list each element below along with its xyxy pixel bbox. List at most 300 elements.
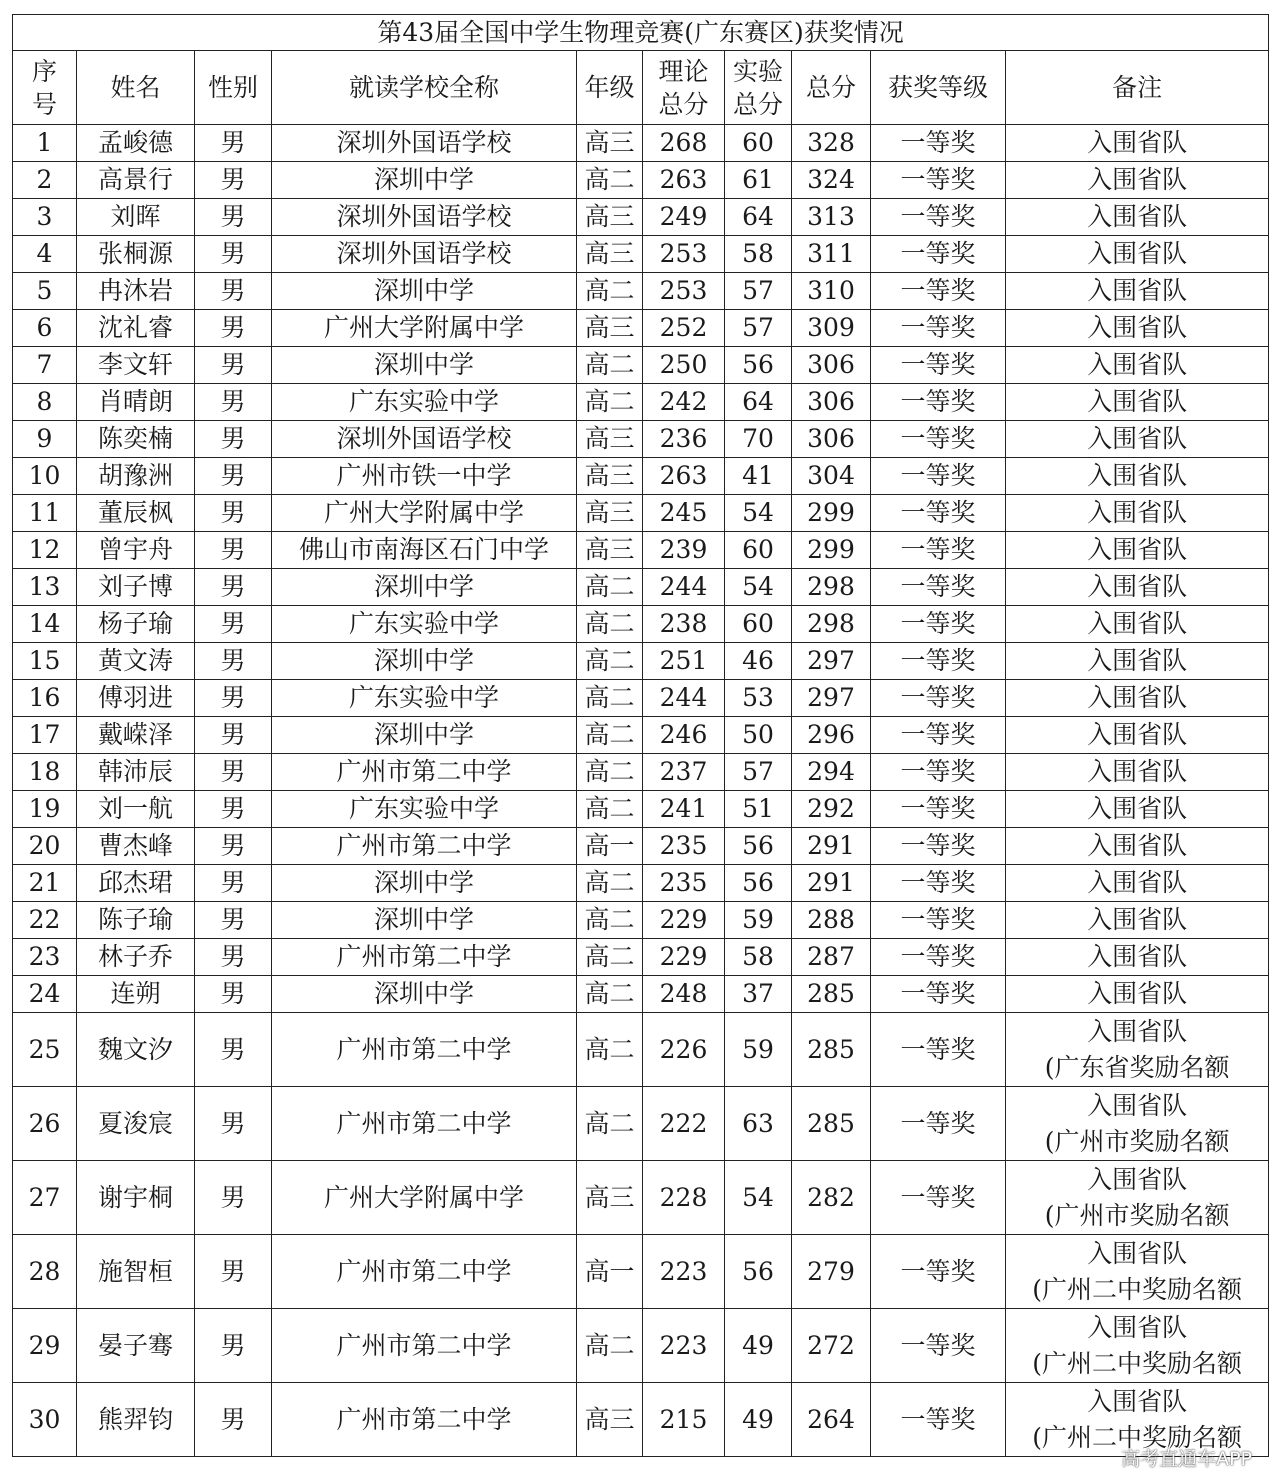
cell-theory-score: 252 xyxy=(643,310,725,347)
cell-school: 深圳中学 xyxy=(272,976,577,1013)
table-row xyxy=(13,1235,1269,1309)
cell-award-level: 一等奖 xyxy=(871,532,1006,569)
table-row xyxy=(13,236,1269,273)
cell-gender: 男 xyxy=(195,976,272,1013)
cell-school: 广州市铁一中学 xyxy=(272,458,577,495)
cell-total-score: 310 xyxy=(792,273,871,310)
cell-award-level: 一等奖 xyxy=(871,273,1006,310)
table-row xyxy=(13,532,1269,569)
cell-gender: 男 xyxy=(195,1383,272,1457)
table-row xyxy=(13,384,1269,421)
cell-total-score: 291 xyxy=(792,828,871,865)
cell-award-level: 一等奖 xyxy=(871,495,1006,532)
table-row xyxy=(13,162,1269,199)
cell-remark xyxy=(1006,458,1269,495)
cell-index: 4 xyxy=(13,236,77,273)
cell-grade: 高三 xyxy=(577,421,643,458)
cell-name: 张桐源 xyxy=(77,236,195,273)
cell-award-level: 一等奖 xyxy=(871,1383,1006,1457)
cell-theory-score: 236 xyxy=(643,421,725,458)
cell-name: 陈子瑜 xyxy=(77,902,195,939)
cell-school: 深圳外国语学校 xyxy=(272,125,577,162)
cell-gender: 男 xyxy=(195,458,272,495)
table-row xyxy=(13,717,1269,754)
cell-name: 施智桓 xyxy=(77,1235,195,1309)
header-gender: 性别 xyxy=(195,51,272,125)
cell-total-score: 272 xyxy=(792,1309,871,1383)
cell-theory-score: 222 xyxy=(643,1087,725,1161)
header-name: 姓名 xyxy=(77,51,195,125)
cell-school: 佛山市南海区石门中学 xyxy=(272,532,577,569)
cell-experiment-score: 54 xyxy=(725,569,792,606)
remark-text: 入围省队 xyxy=(1087,1090,1188,1120)
cell-index: 6 xyxy=(13,310,77,347)
table-row xyxy=(13,643,1269,680)
cell-index: 12 xyxy=(13,532,77,569)
cell-grade: 高二 xyxy=(577,902,643,939)
cell-index: 30 xyxy=(13,1383,77,1457)
cell-theory-score: 223 xyxy=(643,1309,725,1383)
cell-index: 21 xyxy=(13,865,77,902)
cell-name: 戴嵘泽 xyxy=(77,717,195,754)
cell-theory-score: 244 xyxy=(643,569,725,606)
cell-theory-score: 237 xyxy=(643,754,725,791)
cell-total-score: 299 xyxy=(792,495,871,532)
cell-index: 22 xyxy=(13,902,77,939)
cell-gender: 男 xyxy=(195,384,272,421)
cell-experiment-score: 57 xyxy=(725,310,792,347)
cell-theory-score: 235 xyxy=(643,828,725,865)
cell-school: 深圳中学 xyxy=(272,902,577,939)
cell-theory-score: 253 xyxy=(643,273,725,310)
cell-total-score: 285 xyxy=(792,976,871,1013)
cell-remark xyxy=(1006,495,1269,532)
cell-name: 韩沛辰 xyxy=(77,754,195,791)
table-row xyxy=(13,421,1269,458)
cell-grade: 高三 xyxy=(577,1383,643,1457)
cell-total-score: 264 xyxy=(792,1383,871,1457)
remark-text: 入围省队 xyxy=(1087,794,1188,823)
cell-gender: 男 xyxy=(195,865,272,902)
cell-theory-score: 263 xyxy=(643,458,725,495)
cell-total-score: 285 xyxy=(792,1013,871,1087)
cell-school: 广州大学附属中学 xyxy=(272,1161,577,1235)
cell-remark xyxy=(1006,384,1269,421)
cell-index: 20 xyxy=(13,828,77,865)
remark-text: 入围省队 xyxy=(1087,202,1188,231)
remark-text: 入围省队 xyxy=(1087,757,1188,786)
cell-school: 深圳中学 xyxy=(272,643,577,680)
cell-remark xyxy=(1006,976,1269,1013)
table-row xyxy=(13,273,1269,310)
cell-name: 陈奕楠 xyxy=(77,421,195,458)
cell-experiment-score: 46 xyxy=(725,643,792,680)
cell-award-level: 一等奖 xyxy=(871,347,1006,384)
remark-text: 入围省队 xyxy=(1087,831,1188,860)
cell-award-level: 一等奖 xyxy=(871,902,1006,939)
cell-grade: 高二 xyxy=(577,865,643,902)
remark-text: 入围省队 xyxy=(1087,424,1188,453)
cell-experiment-score: 58 xyxy=(725,236,792,273)
cell-name: 黄文涛 xyxy=(77,643,195,680)
cell-name: 董辰枫 xyxy=(77,495,195,532)
cell-remark xyxy=(1006,939,1269,976)
cell-theory-score: 239 xyxy=(643,532,725,569)
cell-theory-score: 238 xyxy=(643,606,725,643)
cell-remark xyxy=(1006,828,1269,865)
cell-experiment-score: 64 xyxy=(725,199,792,236)
cell-name: 刘晖 xyxy=(77,199,195,236)
header-remark: 备注 xyxy=(1006,51,1269,125)
cell-remark xyxy=(1006,125,1269,162)
cell-grade: 高二 xyxy=(577,643,643,680)
cell-experiment-score: 57 xyxy=(725,754,792,791)
cell-grade: 高三 xyxy=(577,532,643,569)
remark-text: 入围省队 xyxy=(1087,313,1188,342)
remark-text: 入围省队 xyxy=(1087,868,1188,897)
remark-text: 入围省队 xyxy=(1087,646,1188,675)
cell-total-score: 324 xyxy=(792,162,871,199)
cell-school: 广东实验中学 xyxy=(272,384,577,421)
cell-total-score: 298 xyxy=(792,569,871,606)
cell-award-level: 一等奖 xyxy=(871,828,1006,865)
watermark-text: 高考直通车APP xyxy=(1121,1448,1252,1470)
cell-grade: 高二 xyxy=(577,273,643,310)
cell-grade: 高二 xyxy=(577,384,643,421)
cell-remark xyxy=(1006,754,1269,791)
cell-gender: 男 xyxy=(195,717,272,754)
cell-index: 26 xyxy=(13,1087,77,1161)
cell-grade: 高二 xyxy=(577,754,643,791)
cell-experiment-score: 59 xyxy=(725,1013,792,1087)
table-row xyxy=(13,569,1269,606)
cell-index: 3 xyxy=(13,199,77,236)
cell-name: 冉沐岩 xyxy=(77,273,195,310)
cell-name: 刘一航 xyxy=(77,791,195,828)
cell-total-score: 285 xyxy=(792,1087,871,1161)
cell-grade: 高三 xyxy=(577,458,643,495)
cell-name: 高景行 xyxy=(77,162,195,199)
cell-remark xyxy=(1006,643,1269,680)
cell-theory-score: 228 xyxy=(643,1161,725,1235)
cell-total-score: 292 xyxy=(792,791,871,828)
cell-gender: 男 xyxy=(195,236,272,273)
cell-index: 9 xyxy=(13,421,77,458)
cell-name: 杨子瑜 xyxy=(77,606,195,643)
cell-gender: 男 xyxy=(195,754,272,791)
cell-index: 24 xyxy=(13,976,77,1013)
remark-text: 入围省队 xyxy=(1087,1164,1188,1194)
cell-name: 邱杰珺 xyxy=(77,865,195,902)
cell-gender: 男 xyxy=(195,125,272,162)
cell-experiment-score: 50 xyxy=(725,717,792,754)
cell-experiment-score: 60 xyxy=(725,606,792,643)
cell-theory-score: 241 xyxy=(643,791,725,828)
cell-award-level: 一等奖 xyxy=(871,1235,1006,1309)
cell-remark xyxy=(1006,347,1269,384)
remark-text: 入围省队 xyxy=(1087,720,1188,749)
table-row xyxy=(13,1087,1269,1161)
header-experiment-score: 实验 总分 xyxy=(725,51,792,125)
cell-school: 广州市第二中学 xyxy=(272,1235,577,1309)
cell-name: 曹杰峰 xyxy=(77,828,195,865)
results-table xyxy=(12,14,1269,1457)
cell-name: 曾宇舟 xyxy=(77,532,195,569)
cell-gender: 男 xyxy=(195,310,272,347)
cell-grade: 高三 xyxy=(577,310,643,347)
cell-index: 8 xyxy=(13,384,77,421)
cell-grade: 高二 xyxy=(577,569,643,606)
cell-award-level: 一等奖 xyxy=(871,1087,1006,1161)
cell-grade: 高二 xyxy=(577,791,643,828)
cell-gender: 男 xyxy=(195,791,272,828)
table-row xyxy=(13,902,1269,939)
cell-index: 5 xyxy=(13,273,77,310)
table-row xyxy=(13,125,1269,162)
cell-school: 广州大学附属中学 xyxy=(272,495,577,532)
cell-grade: 高一 xyxy=(577,1235,643,1309)
remark-text: 入围省队 xyxy=(1087,1016,1188,1046)
cell-total-score: 328 xyxy=(792,125,871,162)
remark-text: 入围省队 xyxy=(1087,128,1188,157)
header-index: 序 号 xyxy=(13,51,77,125)
remark-text: 入围省队 xyxy=(1087,942,1188,971)
cell-remark xyxy=(1006,1309,1269,1383)
remark-text: 入围省队 xyxy=(1087,979,1188,1008)
cell-award-level: 一等奖 xyxy=(871,125,1006,162)
cell-award-level: 一等奖 xyxy=(871,976,1006,1013)
cell-theory-score: 263 xyxy=(643,162,725,199)
cell-award-level: 一等奖 xyxy=(871,162,1006,199)
cell-gender: 男 xyxy=(195,902,272,939)
cell-total-score: 306 xyxy=(792,347,871,384)
cell-grade: 高二 xyxy=(577,347,643,384)
cell-name: 胡豫洲 xyxy=(77,458,195,495)
cell-school: 广州市第二中学 xyxy=(272,1087,577,1161)
cell-school: 广州市第二中学 xyxy=(272,828,577,865)
cell-index: 11 xyxy=(13,495,77,532)
cell-award-level: 一等奖 xyxy=(871,606,1006,643)
cell-experiment-score: 56 xyxy=(725,1235,792,1309)
cell-total-score: 297 xyxy=(792,680,871,717)
table-row xyxy=(13,495,1269,532)
cell-index: 2 xyxy=(13,162,77,199)
cell-experiment-score: 70 xyxy=(725,421,792,458)
cell-remark xyxy=(1006,1235,1269,1309)
cell-total-score: 288 xyxy=(792,902,871,939)
cell-remark xyxy=(1006,865,1269,902)
cell-school: 深圳中学 xyxy=(272,717,577,754)
cell-award-level: 一等奖 xyxy=(871,236,1006,273)
cell-grade: 高一 xyxy=(577,828,643,865)
remark-text: 入围省队 xyxy=(1087,1312,1188,1342)
remark-text: 入围省队 xyxy=(1087,239,1188,268)
cell-remark xyxy=(1006,421,1269,458)
cell-theory-score: 245 xyxy=(643,495,725,532)
cell-total-score: 304 xyxy=(792,458,871,495)
cell-theory-score: 268 xyxy=(643,125,725,162)
cell-remark xyxy=(1006,1087,1269,1161)
table-row xyxy=(13,754,1269,791)
cell-name: 肖晴朗 xyxy=(77,384,195,421)
cell-experiment-score: 56 xyxy=(725,347,792,384)
cell-name: 林子乔 xyxy=(77,939,195,976)
cell-grade: 高三 xyxy=(577,236,643,273)
cell-award-level: 一等奖 xyxy=(871,1309,1006,1383)
cell-award-level: 一等奖 xyxy=(871,458,1006,495)
cell-grade: 高三 xyxy=(577,1161,643,1235)
cell-gender: 男 xyxy=(195,421,272,458)
header-grade: 年级 xyxy=(577,51,643,125)
cell-remark xyxy=(1006,273,1269,310)
table-title: 第43届全国中学生物理竞赛(广东赛区)获奖情况 xyxy=(13,15,1269,51)
cell-grade: 高二 xyxy=(577,1013,643,1087)
cell-experiment-score: 64 xyxy=(725,384,792,421)
cell-remark xyxy=(1006,791,1269,828)
cell-school: 深圳外国语学校 xyxy=(272,199,577,236)
cell-index: 16 xyxy=(13,680,77,717)
cell-remark xyxy=(1006,606,1269,643)
cell-name: 傅羽进 xyxy=(77,680,195,717)
table-row xyxy=(13,1309,1269,1383)
cell-gender: 男 xyxy=(195,199,272,236)
header-row xyxy=(13,51,1269,125)
cell-total-score: 309 xyxy=(792,310,871,347)
header-theory-score: 理论 总分 xyxy=(643,51,725,125)
cell-name: 晏子骞 xyxy=(77,1309,195,1383)
cell-gender: 男 xyxy=(195,643,272,680)
cell-total-score: 296 xyxy=(792,717,871,754)
cell-remark xyxy=(1006,310,1269,347)
cell-school: 广东实验中学 xyxy=(272,606,577,643)
cell-experiment-score: 54 xyxy=(725,495,792,532)
remark-text: 入围省队 xyxy=(1087,609,1188,638)
cell-name: 夏浚宸 xyxy=(77,1087,195,1161)
cell-gender: 男 xyxy=(195,680,272,717)
cell-remark xyxy=(1006,236,1269,273)
cell-total-score: 279 xyxy=(792,1235,871,1309)
header-total-score: 总分 xyxy=(792,51,871,125)
cell-total-score: 298 xyxy=(792,606,871,643)
cell-name: 熊羿钧 xyxy=(77,1383,195,1457)
cell-school: 广州市第二中学 xyxy=(272,1013,577,1087)
remark-text: 入围省队 xyxy=(1087,1238,1188,1268)
cell-experiment-score: 60 xyxy=(725,125,792,162)
cell-gender: 男 xyxy=(195,273,272,310)
remark-text: 入围省队 xyxy=(1087,276,1188,305)
table-row xyxy=(13,199,1269,236)
cell-theory-score: 249 xyxy=(643,199,725,236)
cell-award-level: 一等奖 xyxy=(871,1161,1006,1235)
cell-award-level: 一等奖 xyxy=(871,1013,1006,1087)
cell-grade: 高二 xyxy=(577,939,643,976)
cell-name: 魏文汐 xyxy=(77,1013,195,1087)
cell-name: 谢宇桐 xyxy=(77,1161,195,1235)
cell-total-score: 299 xyxy=(792,532,871,569)
cell-remark xyxy=(1006,902,1269,939)
cell-total-score: 306 xyxy=(792,384,871,421)
cell-school: 广州市第二中学 xyxy=(272,1383,577,1457)
cell-experiment-score: 41 xyxy=(725,458,792,495)
cell-remark xyxy=(1006,532,1269,569)
cell-grade: 高二 xyxy=(577,606,643,643)
remark-note-text: (广州市奖励名额 xyxy=(1044,1200,1230,1230)
cell-theory-score: 251 xyxy=(643,643,725,680)
table-row xyxy=(13,828,1269,865)
cell-school: 广州市第二中学 xyxy=(272,754,577,791)
cell-award-level: 一等奖 xyxy=(871,680,1006,717)
cell-award-level: 一等奖 xyxy=(871,754,1006,791)
table-body xyxy=(13,125,1269,1457)
results-sheet xyxy=(12,14,1268,1476)
cell-experiment-score: 58 xyxy=(725,939,792,976)
cell-total-score: 306 xyxy=(792,421,871,458)
cell-school: 深圳外国语学校 xyxy=(272,236,577,273)
cell-index: 28 xyxy=(13,1235,77,1309)
cell-gender: 男 xyxy=(195,569,272,606)
cell-index: 15 xyxy=(13,643,77,680)
cell-school: 广州市第二中学 xyxy=(272,939,577,976)
cell-name: 刘子博 xyxy=(77,569,195,606)
cell-experiment-score: 54 xyxy=(725,1161,792,1235)
cell-gender: 男 xyxy=(195,1309,272,1383)
cell-award-level: 一等奖 xyxy=(871,791,1006,828)
cell-gender: 男 xyxy=(195,532,272,569)
remark-text: 入围省队 xyxy=(1087,165,1188,194)
table-row xyxy=(13,1013,1269,1087)
table-row xyxy=(13,939,1269,976)
cell-theory-score: 244 xyxy=(643,680,725,717)
cell-award-level: 一等奖 xyxy=(871,384,1006,421)
table-row xyxy=(13,791,1269,828)
cell-school: 广东实验中学 xyxy=(272,680,577,717)
cell-experiment-score: 56 xyxy=(725,865,792,902)
cell-award-level: 一等奖 xyxy=(871,421,1006,458)
cell-remark xyxy=(1006,1013,1269,1087)
cell-grade: 高三 xyxy=(577,125,643,162)
cell-experiment-score: 60 xyxy=(725,532,792,569)
remark-note-text: (广州二中奖励名额 xyxy=(1032,1274,1242,1304)
cell-gender: 男 xyxy=(195,495,272,532)
cell-total-score: 291 xyxy=(792,865,871,902)
cell-gender: 男 xyxy=(195,347,272,384)
cell-theory-score: 215 xyxy=(643,1383,725,1457)
cell-experiment-score: 56 xyxy=(725,828,792,865)
cell-award-level: 一等奖 xyxy=(871,199,1006,236)
cell-name: 孟峻德 xyxy=(77,125,195,162)
remark-text: 入围省队 xyxy=(1087,461,1188,490)
cell-gender: 男 xyxy=(195,162,272,199)
cell-gender: 男 xyxy=(195,1087,272,1161)
cell-school: 深圳外国语学校 xyxy=(272,421,577,458)
table-row xyxy=(13,1161,1269,1235)
remark-text: 入围省队 xyxy=(1087,572,1188,601)
cell-gender: 男 xyxy=(195,606,272,643)
remark-text: 入围省队 xyxy=(1087,498,1188,527)
remark-text: 入围省队 xyxy=(1087,350,1188,379)
cell-index: 25 xyxy=(13,1013,77,1087)
cell-theory-score: 229 xyxy=(643,902,725,939)
table-row xyxy=(13,1383,1269,1457)
cell-award-level: 一等奖 xyxy=(871,310,1006,347)
cell-grade: 高二 xyxy=(577,976,643,1013)
remark-text: 入围省队 xyxy=(1087,535,1188,564)
cell-school: 广州大学附属中学 xyxy=(272,310,577,347)
cell-gender: 男 xyxy=(195,1161,272,1235)
remark-text: 入围省队 xyxy=(1087,905,1188,934)
cell-grade: 高二 xyxy=(577,162,643,199)
cell-remark xyxy=(1006,1161,1269,1235)
